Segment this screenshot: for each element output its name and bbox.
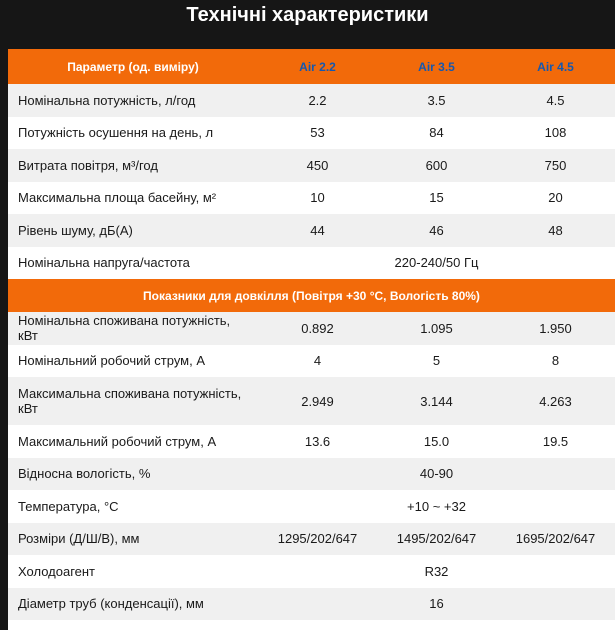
row-label: Холодоагент bbox=[18, 563, 96, 579]
cell-value: 3.144 bbox=[377, 377, 496, 425]
table-row bbox=[8, 312, 615, 345]
table-row bbox=[8, 377, 615, 425]
row-label: Відносна вологість, % bbox=[8, 458, 258, 491]
cell-value: 15 bbox=[429, 190, 444, 206]
cell-value: 48 bbox=[496, 214, 615, 247]
merged-cell-value: R32 bbox=[424, 563, 449, 579]
row-label: Рівень шуму, дБ(А) bbox=[8, 214, 258, 247]
table-row bbox=[8, 458, 615, 491]
table-row bbox=[8, 214, 615, 247]
cell-value: 450 bbox=[258, 149, 377, 182]
specs-table bbox=[8, 49, 615, 620]
merged-cell-value: +10 ~ +32 bbox=[407, 498, 466, 514]
row-label: Температура, °C bbox=[18, 498, 119, 514]
table-row bbox=[8, 117, 615, 150]
row-label: Номінальна потужність, л/год bbox=[8, 84, 258, 117]
cell-value: 19.5 bbox=[542, 433, 569, 449]
cell-value: 10 bbox=[310, 190, 325, 206]
model-header-air-2-2: Air 2.2 bbox=[258, 49, 377, 84]
table-row bbox=[8, 247, 615, 280]
section-header-row bbox=[8, 279, 615, 312]
row-label: Номінальний робочий струм, А bbox=[18, 353, 206, 369]
cell-value: 1.095 bbox=[377, 312, 496, 345]
row-label: Діаметр труб (конденсації), мм bbox=[8, 588, 258, 621]
cell-value: 4.5 bbox=[496, 84, 615, 117]
cell-value: 15.0 bbox=[423, 433, 450, 449]
table-row bbox=[8, 182, 615, 215]
cell-value: 46 bbox=[377, 214, 496, 247]
table-row bbox=[8, 84, 615, 117]
cell-value: 600 bbox=[377, 149, 496, 182]
cell-value: 13.6 bbox=[304, 433, 331, 449]
cell-value: 2.2 bbox=[258, 84, 377, 117]
page-title: Технічні характеристики bbox=[186, 4, 429, 26]
cell-value: 8 bbox=[551, 353, 560, 369]
table-row bbox=[8, 588, 615, 621]
table-row bbox=[8, 345, 615, 378]
row-label: Максимальний робочий струм, А bbox=[18, 433, 217, 449]
cell-value: 2.949 bbox=[258, 377, 377, 425]
cell-value: 3.5 bbox=[377, 84, 496, 117]
param-column-header: Параметр (од. виміру) bbox=[8, 49, 258, 84]
table-row bbox=[8, 523, 615, 556]
merged-cell-value: 40-90 bbox=[258, 458, 615, 491]
cell-value: 1495/202/647 bbox=[377, 523, 496, 556]
row-label: Потужність осушення на день, л bbox=[18, 125, 214, 141]
table-row bbox=[8, 490, 615, 523]
table-row bbox=[8, 555, 615, 588]
merged-cell-value: 16 bbox=[258, 588, 615, 621]
cell-value: 0.892 bbox=[258, 312, 377, 345]
row-label: Витрата повітря, м³/год bbox=[8, 149, 258, 182]
cell-value: 20 bbox=[548, 190, 563, 206]
table-row bbox=[8, 149, 615, 182]
cell-value: 84 bbox=[429, 125, 444, 141]
cell-value: 5 bbox=[432, 353, 441, 369]
merged-cell-value: 220-240/50 Гц bbox=[394, 255, 479, 271]
model-header-air-4-5: Air 4.5 bbox=[496, 49, 615, 84]
section-title: Показники для довкілля (Повітря +30 °C, Вологість 80%) bbox=[8, 279, 615, 312]
model-header-air-3-5: Air 3.5 bbox=[377, 49, 496, 84]
table-row bbox=[8, 425, 615, 458]
cell-value: 1.950 bbox=[496, 312, 615, 345]
cell-value: 4.263 bbox=[496, 377, 615, 425]
cell-value: 1295/202/647 bbox=[258, 523, 377, 556]
cell-value: 4 bbox=[313, 353, 322, 369]
cell-value: 750 bbox=[496, 149, 615, 182]
row-label: Номінальна споживана потужність, кВт bbox=[8, 312, 258, 345]
cell-value: 53 bbox=[310, 125, 325, 141]
row-label: Максимальна споживана потужність, кВт bbox=[8, 377, 258, 425]
cell-value: 108 bbox=[544, 125, 567, 141]
row-label: Максимальна площа басейну, м² bbox=[18, 190, 217, 206]
cell-value: 1695/202/647 bbox=[496, 523, 615, 556]
row-label: Розміри (Д/Ш/В), мм bbox=[8, 523, 258, 556]
specs-panel bbox=[8, 49, 615, 630]
row-label: Номінальна напруга/частота bbox=[18, 255, 190, 271]
table-header-row bbox=[8, 49, 615, 84]
cell-value: 44 bbox=[258, 214, 377, 247]
